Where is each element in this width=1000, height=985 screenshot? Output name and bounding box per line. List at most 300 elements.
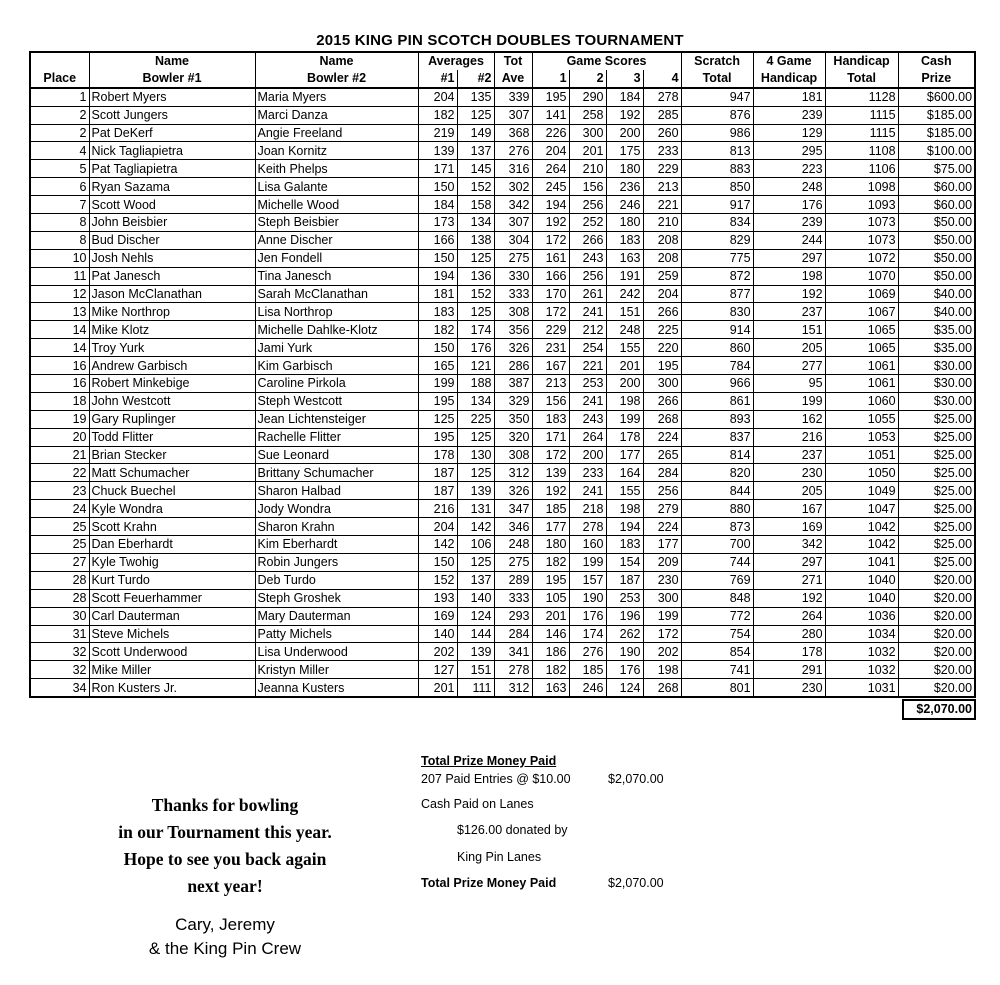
cell-scratch-total: 872	[681, 267, 753, 285]
table-row	[30, 214, 975, 232]
cell-bowler-1: Scott Wood	[89, 196, 255, 214]
cell-place: 20	[30, 428, 89, 446]
cell-bowler-2: Maria Myers	[255, 88, 418, 106]
cell-handicap-total: 1053	[825, 428, 898, 446]
cell-cash-prize: $25.00	[898, 500, 975, 518]
cell-handicap-total: 1065	[825, 321, 898, 339]
cell-game-2: 246	[569, 679, 606, 697]
cell-avg-2: 131	[457, 500, 494, 518]
cell-bowler-2: Brittany Schumacher	[255, 464, 418, 482]
cell-game-3: 242	[606, 285, 643, 303]
cell-tot-ave: 316	[494, 160, 532, 178]
cell-game-1: 105	[532, 589, 569, 607]
cell-bowler-2: Michelle Wood	[255, 196, 418, 214]
cell-game-2: 157	[569, 571, 606, 589]
cell-game-4: 259	[643, 267, 681, 285]
signoff-line-1: Cary, Jeremy	[175, 915, 275, 934]
cell-place: 30	[30, 607, 89, 625]
cell-bowler-1: Pat DeKerf	[89, 124, 255, 142]
cell-game-4: 195	[643, 357, 681, 375]
cell-game-2: 176	[569, 607, 606, 625]
cell-game-2: 276	[569, 643, 606, 661]
cell-scratch-total: 947	[681, 88, 753, 106]
cell-cash-prize: $50.00	[898, 214, 975, 232]
cell-avg-1: 187	[418, 464, 457, 482]
cell-game-3: 187	[606, 571, 643, 589]
cell-place: 18	[30, 392, 89, 410]
table-row	[30, 267, 975, 285]
cell-bowler-1: Scott Krahn	[89, 518, 255, 536]
cell-bowler-2: Marci Danza	[255, 106, 418, 124]
cell-handicap: 248	[753, 178, 825, 196]
cell-tot-ave: 293	[494, 607, 532, 625]
cell-place: 28	[30, 589, 89, 607]
cell-handicap: 277	[753, 357, 825, 375]
cell-cash-prize: $50.00	[898, 267, 975, 285]
cell-avg-2: 176	[457, 339, 494, 357]
cell-bowler-2: Sharon Halbad	[255, 482, 418, 500]
cell-game-4: 300	[643, 589, 681, 607]
cell-game-3: 155	[606, 482, 643, 500]
cell-handicap-total: 1108	[825, 142, 898, 160]
cell-avg-1: 139	[418, 142, 457, 160]
cell-game-1: 264	[532, 160, 569, 178]
table-row	[30, 500, 975, 518]
header-name-1: Name	[89, 52, 255, 70]
table-row	[30, 285, 975, 303]
cell-game-1: 177	[532, 518, 569, 536]
cell-scratch-total: 801	[681, 679, 753, 697]
cell-bowler-1: Andrew Garbisch	[89, 357, 255, 375]
cell-handicap-total: 1106	[825, 160, 898, 178]
cell-scratch-total: 880	[681, 500, 753, 518]
cell-game-3: 177	[606, 446, 643, 464]
summary-donated: $126.00 donated by	[457, 823, 568, 837]
cell-scratch-total: 850	[681, 178, 753, 196]
summary-entries-label: 207 Paid Entries @ $10.00	[421, 772, 571, 786]
cell-game-2: 241	[569, 392, 606, 410]
cell-cash-prize: $35.00	[898, 339, 975, 357]
cell-game-1: 141	[532, 106, 569, 124]
cell-scratch-total: 883	[681, 160, 753, 178]
cell-avg-1: 199	[418, 375, 457, 393]
grand-total: $2,070.00	[902, 699, 976, 720]
cell-avg-1: 125	[418, 410, 457, 428]
cell-scratch-total: 854	[681, 643, 753, 661]
cell-tot-ave: 307	[494, 106, 532, 124]
cell-scratch-total: 813	[681, 142, 753, 160]
cell-avg-2: 174	[457, 321, 494, 339]
cell-tot-ave: 289	[494, 571, 532, 589]
cell-game-1: 170	[532, 285, 569, 303]
cell-scratch-total: 830	[681, 303, 753, 321]
header-avg-1: #1	[418, 70, 457, 88]
table-row	[30, 446, 975, 464]
cell-place: 19	[30, 410, 89, 428]
cell-avg-1: 194	[418, 267, 457, 285]
cell-bowler-1: Scott Jungers	[89, 106, 255, 124]
cell-handicap-total: 1070	[825, 267, 898, 285]
cell-game-4: 220	[643, 339, 681, 357]
cell-bowler-2: Jeanna Kusters	[255, 679, 418, 697]
header-handicap-total-bottom: Total	[825, 70, 898, 88]
cell-handicap-total: 1049	[825, 482, 898, 500]
cell-game-2: 254	[569, 339, 606, 357]
cell-avg-1: 193	[418, 589, 457, 607]
cell-game-1: 172	[532, 231, 569, 249]
cell-handicap-total: 1115	[825, 106, 898, 124]
cell-scratch-total: 917	[681, 196, 753, 214]
cell-game-1: 192	[532, 482, 569, 500]
cell-scratch-total: 700	[681, 536, 753, 554]
cell-handicap-total: 1040	[825, 571, 898, 589]
cell-scratch-total: 769	[681, 571, 753, 589]
cell-bowler-1: Carl Dauterman	[89, 607, 255, 625]
cell-handicap: 95	[753, 375, 825, 393]
cell-tot-ave: 347	[494, 500, 532, 518]
cell-avg-1: 173	[418, 214, 457, 232]
cell-cash-prize: $100.00	[898, 142, 975, 160]
cell-game-2: 290	[569, 88, 606, 106]
thanks-line-3: Hope to see you back again	[123, 849, 327, 869]
cell-bowler-1: Mike Northrop	[89, 303, 255, 321]
cell-game-2: 212	[569, 321, 606, 339]
cell-tot-ave: 312	[494, 464, 532, 482]
header-place: Place	[30, 70, 89, 88]
table-row	[30, 303, 975, 321]
cell-handicap: 192	[753, 285, 825, 303]
cell-place: 16	[30, 357, 89, 375]
cell-tot-ave: 286	[494, 357, 532, 375]
cell-handicap-total: 1061	[825, 375, 898, 393]
cell-game-4: 279	[643, 500, 681, 518]
cell-game-1: 213	[532, 375, 569, 393]
cell-avg-2: 111	[457, 679, 494, 697]
cell-place: 10	[30, 249, 89, 267]
cell-game-2: 210	[569, 160, 606, 178]
cell-cash-prize: $25.00	[898, 446, 975, 464]
cell-game-3: 124	[606, 679, 643, 697]
cell-tot-ave: 308	[494, 303, 532, 321]
cell-game-3: 248	[606, 321, 643, 339]
cell-bowler-1: Steve Michels	[89, 625, 255, 643]
cell-bowler-2: Jen Fondell	[255, 249, 418, 267]
cell-handicap: 237	[753, 446, 825, 464]
cell-scratch-total: 877	[681, 285, 753, 303]
cell-handicap-total: 1093	[825, 196, 898, 214]
cell-game-3: 183	[606, 536, 643, 554]
table-row	[30, 231, 975, 249]
cell-cash-prize: $25.00	[898, 518, 975, 536]
cell-avg-2: 106	[457, 536, 494, 554]
cell-bowler-2: Deb Turdo	[255, 571, 418, 589]
cell-avg-1: 142	[418, 536, 457, 554]
cell-bowler-1: Todd Flitter	[89, 428, 255, 446]
cell-game-4: 256	[643, 482, 681, 500]
cell-game-4: 266	[643, 392, 681, 410]
table-row	[30, 518, 975, 536]
cell-place: 12	[30, 285, 89, 303]
cell-bowler-1: Robert Minkebige	[89, 375, 255, 393]
cell-handicap-total: 1069	[825, 285, 898, 303]
cell-game-3: 200	[606, 124, 643, 142]
cell-place: 7	[30, 196, 89, 214]
cell-bowler-2: Jody Wondra	[255, 500, 418, 518]
cell-handicap-total: 1060	[825, 392, 898, 410]
cell-game-2: 199	[569, 553, 606, 571]
cell-scratch-total: 820	[681, 464, 753, 482]
cell-tot-ave: 356	[494, 321, 532, 339]
cell-handicap-total: 1040	[825, 589, 898, 607]
cell-bowler-2: Robin Jungers	[255, 553, 418, 571]
cell-handicap-total: 1051	[825, 446, 898, 464]
table-row	[30, 536, 975, 554]
header-game-1: 1	[532, 70, 569, 88]
cell-handicap-total: 1128	[825, 88, 898, 106]
cell-game-3: 262	[606, 625, 643, 643]
cell-cash-prize: $600.00	[898, 88, 975, 106]
cell-handicap: 176	[753, 196, 825, 214]
cell-handicap-total: 1032	[825, 661, 898, 679]
cell-bowler-2: Sharon Krahn	[255, 518, 418, 536]
cell-scratch-total: 772	[681, 607, 753, 625]
cell-game-3: 246	[606, 196, 643, 214]
cell-game-4: 221	[643, 196, 681, 214]
cell-game-2: 160	[569, 536, 606, 554]
cell-avg-2: 134	[457, 392, 494, 410]
cell-game-3: 151	[606, 303, 643, 321]
cell-handicap: 239	[753, 106, 825, 124]
cell-avg-1: 165	[418, 357, 457, 375]
cell-game-2: 300	[569, 124, 606, 142]
cell-cash-prize: $60.00	[898, 178, 975, 196]
cell-tot-ave: 302	[494, 178, 532, 196]
summary-donor: King Pin Lanes	[457, 850, 542, 864]
cell-avg-2: 140	[457, 589, 494, 607]
cell-scratch-total: 741	[681, 661, 753, 679]
cell-game-3: 190	[606, 643, 643, 661]
signoff	[90, 913, 360, 961]
cell-tot-ave: 341	[494, 643, 532, 661]
table-row	[30, 124, 975, 142]
header-scratch-total: Total	[681, 70, 753, 88]
cell-game-2: 241	[569, 482, 606, 500]
cell-place: 1	[30, 88, 89, 106]
cell-game-2: 190	[569, 589, 606, 607]
cell-tot-ave: 275	[494, 249, 532, 267]
cell-game-2: 218	[569, 500, 606, 518]
cell-place: 27	[30, 553, 89, 571]
table-row	[30, 661, 975, 679]
cell-cash-prize: $30.00	[898, 375, 975, 393]
cell-handicap-total: 1067	[825, 303, 898, 321]
table-row	[30, 482, 975, 500]
cell-bowler-1: John Westcott	[89, 392, 255, 410]
cell-game-1: 195	[532, 571, 569, 589]
cell-tot-ave: 320	[494, 428, 532, 446]
cell-cash-prize: $20.00	[898, 625, 975, 643]
cell-avg-2: 125	[457, 303, 494, 321]
cell-avg-1: 150	[418, 339, 457, 357]
cell-avg-1: 171	[418, 160, 457, 178]
cell-handicap: 151	[753, 321, 825, 339]
cell-cash-prize: $50.00	[898, 231, 975, 249]
cell-scratch-total: 784	[681, 357, 753, 375]
cell-cash-prize: $20.00	[898, 679, 975, 697]
cell-cash-prize: $20.00	[898, 643, 975, 661]
cell-game-1: 226	[532, 124, 569, 142]
cell-tot-ave: 326	[494, 482, 532, 500]
cell-avg-2: 121	[457, 357, 494, 375]
cell-place: 24	[30, 500, 89, 518]
cell-bowler-2: Kim Eberhardt	[255, 536, 418, 554]
cell-game-4: 208	[643, 231, 681, 249]
header-bowler-2: Bowler #2	[255, 70, 418, 88]
cell-handicap: 162	[753, 410, 825, 428]
cell-bowler-1: Troy Yurk	[89, 339, 255, 357]
header-game-2: 2	[569, 70, 606, 88]
header-scratch: Scratch	[681, 52, 753, 70]
cell-place: 6	[30, 178, 89, 196]
cell-avg-2: 145	[457, 160, 494, 178]
table-row	[30, 249, 975, 267]
cell-game-3: 178	[606, 428, 643, 446]
cell-game-2: 243	[569, 410, 606, 428]
cell-handicap-total: 1073	[825, 231, 898, 249]
cell-game-3: 253	[606, 589, 643, 607]
cell-handicap: 239	[753, 214, 825, 232]
cell-bowler-1: Scott Underwood	[89, 643, 255, 661]
cell-game-3: 180	[606, 214, 643, 232]
cell-tot-ave: 275	[494, 553, 532, 571]
cell-bowler-1: Kurt Turdo	[89, 571, 255, 589]
cell-tot-ave: 368	[494, 124, 532, 142]
cell-avg-1: 184	[418, 196, 457, 214]
cell-avg-1: 195	[418, 392, 457, 410]
header-avg-2: #2	[457, 70, 494, 88]
cell-cash-prize: $60.00	[898, 196, 975, 214]
cell-avg-2: 152	[457, 178, 494, 196]
cell-tot-ave: 307	[494, 214, 532, 232]
table-row	[30, 339, 975, 357]
cell-avg-2: 125	[457, 553, 494, 571]
cell-handicap-total: 1073	[825, 214, 898, 232]
cell-bowler-1: Ron Kusters Jr.	[89, 679, 255, 697]
cell-scratch-total: 876	[681, 106, 753, 124]
cell-game-1: 204	[532, 142, 569, 160]
cell-scratch-total: 844	[681, 482, 753, 500]
cell-scratch-total: 744	[681, 553, 753, 571]
cell-cash-prize: $185.00	[898, 124, 975, 142]
cell-bowler-2: Lisa Northrop	[255, 303, 418, 321]
cell-cash-prize: $185.00	[898, 106, 975, 124]
cell-handicap: 199	[753, 392, 825, 410]
cell-game-2: 258	[569, 106, 606, 124]
cell-avg-2: 137	[457, 571, 494, 589]
cell-bowler-2: Jean Lichtensteiger	[255, 410, 418, 428]
cell-handicap: 230	[753, 679, 825, 697]
cell-avg-1: 187	[418, 482, 457, 500]
cell-place: 23	[30, 482, 89, 500]
cell-handicap: 216	[753, 428, 825, 446]
cell-place: 14	[30, 339, 89, 357]
cell-game-3: 200	[606, 375, 643, 393]
cell-avg-2: 125	[457, 106, 494, 124]
cell-avg-1: 127	[418, 661, 457, 679]
cell-avg-1: 202	[418, 643, 457, 661]
cell-game-3: 155	[606, 339, 643, 357]
cell-game-1: 182	[532, 553, 569, 571]
cell-scratch-total: 914	[681, 321, 753, 339]
cell-bowler-1: Robert Myers	[89, 88, 255, 106]
cell-handicap: 230	[753, 464, 825, 482]
cell-game-1: 139	[532, 464, 569, 482]
cell-handicap: 181	[753, 88, 825, 106]
cell-game-4: 204	[643, 285, 681, 303]
cell-place: 8	[30, 214, 89, 232]
cell-game-3: 180	[606, 160, 643, 178]
cell-game-1: 245	[532, 178, 569, 196]
cell-tot-ave: 387	[494, 375, 532, 393]
cell-handicap-total: 1042	[825, 536, 898, 554]
cell-game-2: 253	[569, 375, 606, 393]
cell-avg-1: 204	[418, 88, 457, 106]
cell-avg-1: 152	[418, 571, 457, 589]
cell-place: 8	[30, 231, 89, 249]
cell-scratch-total: 834	[681, 214, 753, 232]
cell-game-4: 172	[643, 625, 681, 643]
summary-total-label: Total Prize Money Paid	[421, 876, 557, 890]
cell-tot-ave: 342	[494, 196, 532, 214]
cell-scratch-total: 873	[681, 518, 753, 536]
cell-game-4: 284	[643, 464, 681, 482]
table-row	[30, 464, 975, 482]
cell-avg-2: 125	[457, 428, 494, 446]
cell-game-1: 195	[532, 88, 569, 106]
cell-cash-prize: $30.00	[898, 357, 975, 375]
cell-game-2: 200	[569, 446, 606, 464]
cell-avg-1: 182	[418, 106, 457, 124]
cell-game-2: 266	[569, 231, 606, 249]
cell-tot-ave: 333	[494, 589, 532, 607]
cell-place: 2	[30, 124, 89, 142]
cell-avg-2: 149	[457, 124, 494, 142]
cell-handicap: 280	[753, 625, 825, 643]
cell-avg-1: 169	[418, 607, 457, 625]
signoff-line-2: & the King Pin Crew	[148, 939, 302, 958]
cell-scratch-total: 986	[681, 124, 753, 142]
cell-tot-ave: 350	[494, 410, 532, 428]
cell-avg-2: 125	[457, 464, 494, 482]
cell-tot-ave: 330	[494, 267, 532, 285]
cell-avg-2: 139	[457, 643, 494, 661]
cell-game-3: 194	[606, 518, 643, 536]
cell-game-4: 224	[643, 518, 681, 536]
cell-avg-2: 139	[457, 482, 494, 500]
cell-game-4: 210	[643, 214, 681, 232]
cell-bowler-1: Gary Ruplinger	[89, 410, 255, 428]
cell-game-4: 177	[643, 536, 681, 554]
cell-tot-ave: 284	[494, 625, 532, 643]
table-row	[30, 375, 975, 393]
cell-game-2: 221	[569, 357, 606, 375]
cell-avg-2: 138	[457, 231, 494, 249]
cell-place: 22	[30, 464, 89, 482]
cell-game-3: 236	[606, 178, 643, 196]
table-row	[30, 589, 975, 607]
cell-handicap: 264	[753, 607, 825, 625]
table-row	[30, 196, 975, 214]
